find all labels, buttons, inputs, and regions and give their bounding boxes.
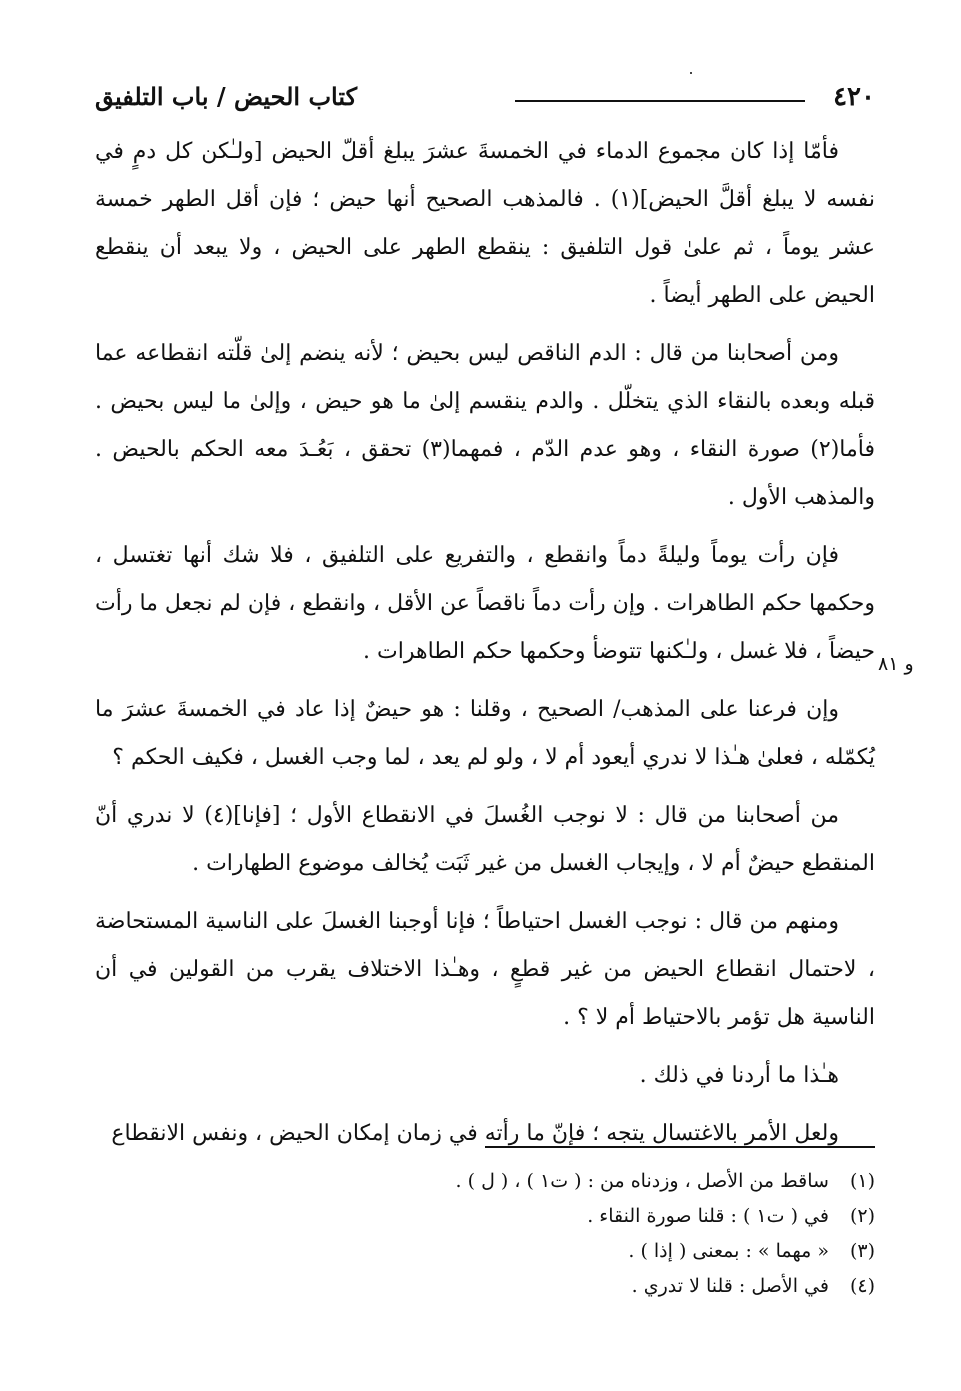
paragraph: هـٰذا ما أردنا في ذلك .: [639, 1063, 839, 1088]
footnote: [95, 1269, 875, 1304]
speck: [690, 72, 692, 74]
footnote: [95, 1164, 875, 1199]
footnote: [95, 1234, 875, 1269]
footnote-text: في الأصل : قلنا لا تدري .: [631, 1275, 829, 1297]
footnote-number: (٣): [849, 1240, 875, 1262]
footnote-text: ساقط من الأصل ، وزدناه من : ( ت١ ) ، ( ل ) .: [455, 1170, 829, 1192]
paragraph: فإن رأت يوماً وليلةً دماً وانقطع ، والتفريع على التلفيق ، فلا شك أنها تغتسل ، وحكمها حكم الطاهرات . وإن رأت دماً ناقصاً عن الأقل ، وانقطع ، فإن لم نجعل ما رأت حيضاً ، فلا غسل ، ولـٰكنها تتوضأ وحكمها حكم الطاهرات .: [95, 543, 875, 664]
paragraph: ولعل الأمر بالاغتسال يتجه ؛ فإنّ ما رأته في زمان إمكان الحيض ، ونفس الانقطاع: [111, 1121, 839, 1146]
paragraph: من أصحابنا من قال : لا نوجب الغُسلَ في الانقطاع الأول ؛ [فإنا](٤) لا ندري أنّ المنقطع حيضٌ أم لا ، وإيجاب الغسل من غير ثَبَت يُخالف موضوع الطهارات .: [95, 803, 875, 876]
running-title: كتاب الحيض / باب التلفيق: [95, 82, 358, 111]
footnote-number: (٢): [849, 1205, 875, 1227]
footnotes: [95, 1164, 875, 1304]
footnote-text: « مهما » : بمعنى ( إذا ) .: [628, 1240, 829, 1262]
footnote: [95, 1199, 875, 1234]
page-number: ٤٢٠: [833, 82, 875, 112]
paragraph: وإن فرعنا على المذهب/ الصحيح ، وقلنا : هو حيضٌ إذا عاد في الخمسةَ عشرَ ما يُكمّله ، فعلىٰ هـٰذا لا ندري أيعود أم لا ، ولو لم يعد ، لما وجب الغسل ، فكيف الحكم ؟: [95, 697, 875, 770]
footnote-number: (١): [849, 1170, 875, 1192]
main-text: [95, 128, 875, 1168]
footnote-rule: [485, 1146, 875, 1148]
paragraph: ومن أصحابنا من قال : الدم الناقص ليس بحيض ؛ لأنه ينضم إلىٰ قلّته انقطاعه عما قبله وبعده بالنقاء الذي يتخلّل . والدم ينقسم إلىٰ ما هو حيض ، وإلىٰ ما ليس بحيض . فأما(٢) صورة النقاء ، وهو عدم الدّم ، فمهما(٣) تحقق ، بَعُـدَ معه الحكم بالحيض . والمذهب الأول .: [95, 341, 876, 510]
footnote-number: (٤): [849, 1275, 875, 1297]
footnote-text: في ( ت١ ) : قلنا صورة النقاء .: [587, 1205, 829, 1227]
page-header: [95, 80, 875, 120]
paragraph: ومنهم من قال : نوجب الغسل احتياطاً ؛ فإنا أوجبنا الغسلَ على الناسية المستحاضة ، لاحتمال انقطاع الحيض من غير قطعٍ ، وهـٰذا الاختلاف يقرب من القولين في أن الناسية هل تؤمر بالاحتياط أم لا ؟ .: [95, 909, 875, 1030]
header-rule: [515, 100, 805, 102]
margin-folio-note: و ٨١: [878, 653, 914, 675]
paragraph: فأمّا إذا كان مجموع الدماء في الخمسةَ عشرَ يبلغ أقلّ الحيض [ولـٰكن كل دمٍ في نفسه لا يبلغ أقلَّ الحيض](١) . فالمذهب الصحيح أنها حيض ؛ فإن أقل الطهر خمسة عشر يوماً ، ثم علىٰ قول التلفيق : ينقطع الطهر على الحيض ، ولا يبعد أن ينقطع الحيض على الطهر أيضاً .: [95, 139, 875, 308]
